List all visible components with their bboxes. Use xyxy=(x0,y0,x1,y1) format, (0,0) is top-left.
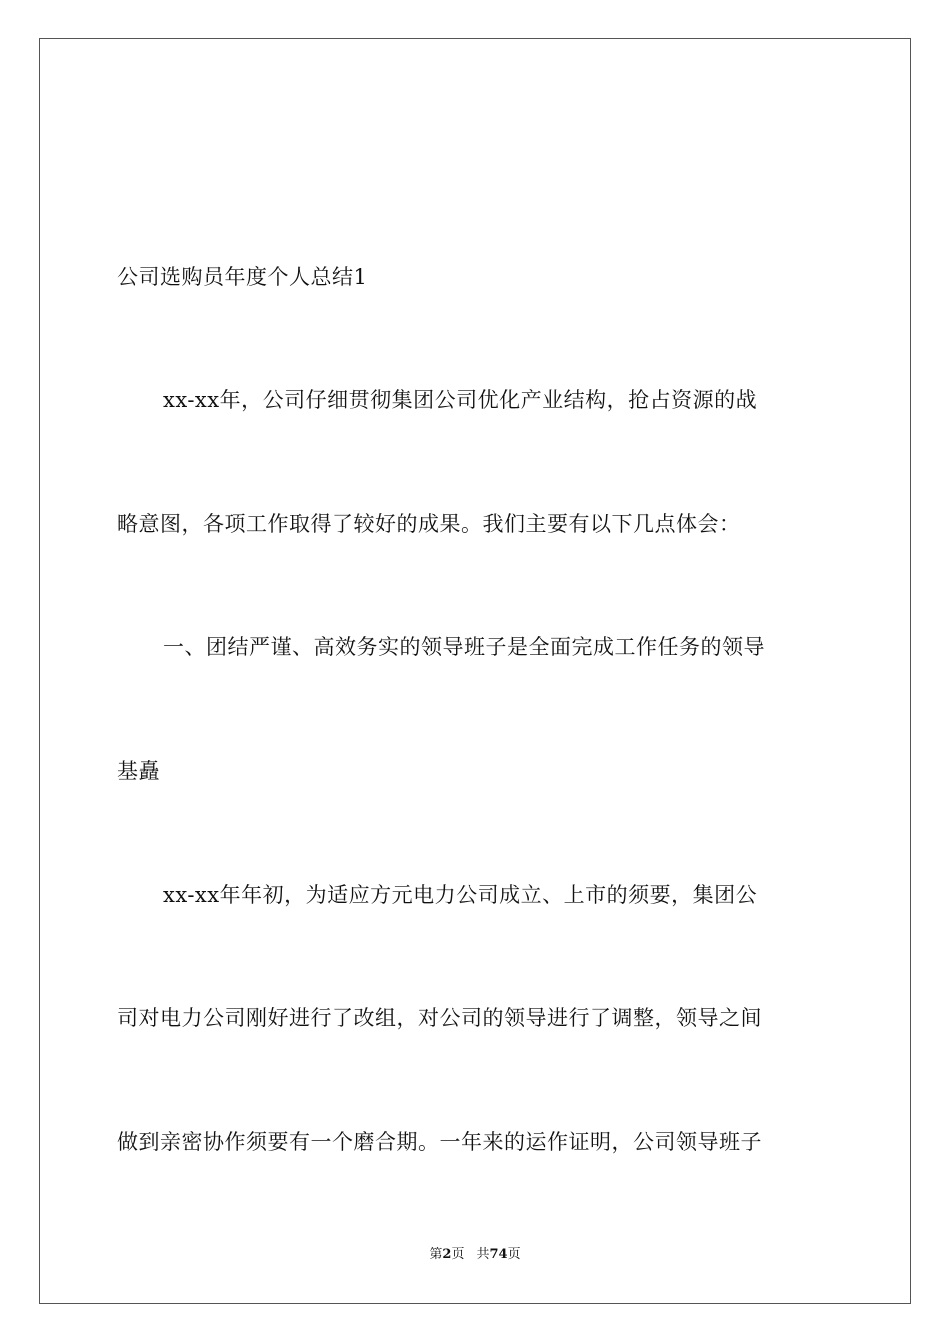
total-prefix: 共 xyxy=(476,1247,490,1262)
page-footer xyxy=(0,1246,950,1264)
paragraph-line-1: xx-xx年，公司仔细贯彻集团公司优化产业结构，抢占资源的战 xyxy=(163,388,758,412)
page-suffix: 页 xyxy=(451,1247,465,1262)
paragraph-line-6: 司对电力公司刚好进行了改组，对公司的领导进行了调整，领导之间 xyxy=(117,1006,762,1030)
total-pages: 74 xyxy=(489,1247,508,1262)
paragraph-line-2: 略意图，各项工作取得了较好的成果。我们主要有以下几点体会： xyxy=(117,512,741,536)
page-border xyxy=(39,38,911,1304)
paragraph-line-5: xx-xx年年初，为适应方元电力公司成立、上市的须要，集团公 xyxy=(163,883,758,907)
total-suffix: 页 xyxy=(507,1247,521,1262)
paragraph-line-7: 做到亲密协作须要有一个磨合期。一年来的运作证明，公司领导班子 xyxy=(117,1130,762,1154)
page-number: 2 xyxy=(442,1247,452,1262)
page-prefix: 第 xyxy=(429,1247,443,1262)
paragraph-line-4: 基矗 xyxy=(117,759,160,783)
paragraph-line-3: 一、团结严谨、高效务实的领导班子是全面完成工作任务的领导 xyxy=(163,635,765,659)
document-title: 公司选购员年度个人总结1 xyxy=(117,265,368,289)
